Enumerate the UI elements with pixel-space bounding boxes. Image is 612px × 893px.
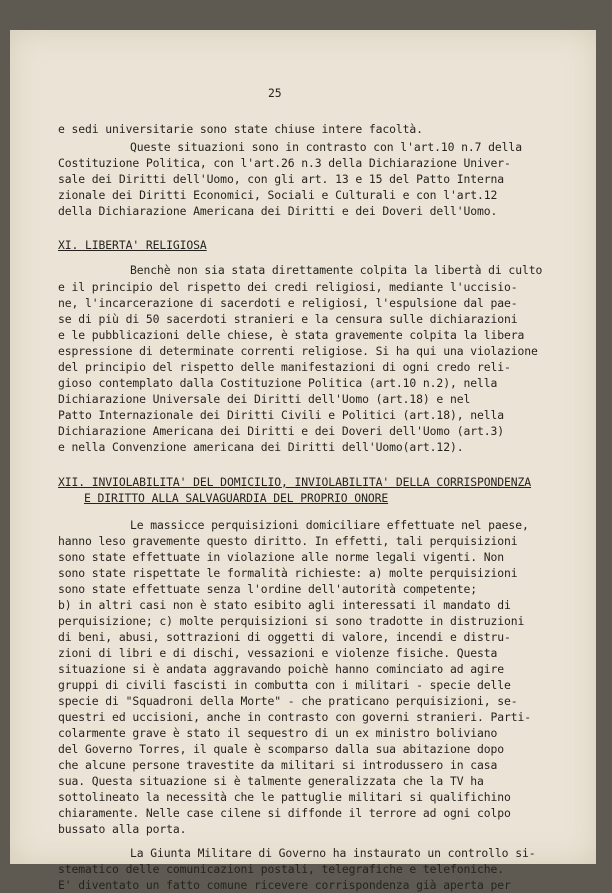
section-heading: E DIRITTO ALLA SALVAGUARDIA DEL PROPRIO ONORE [84, 491, 389, 505]
text-line: che alcune persone travestite da militari si introdussero in casa [58, 758, 498, 772]
text-line: stematico delle comunicazioni postali, telegrafiche e telefoniche. [58, 862, 505, 876]
text-line: zionale dei Diritti Economici, Sociali e Culturali e con l'art.12 [58, 188, 498, 202]
text-line: di beni, abusi, sottrazioni di oggetti di valore, incendi e distru- [58, 630, 511, 644]
text-line: questri ed uccisioni, anche in contrasto con governi stranieri. Parti- [58, 710, 532, 724]
text-line: b) in altri casi non è stato esibito agli interessati il mandato di [58, 598, 511, 612]
text-line: Dichiarazione Universale dei Diritti dell'Uomo (art.18) e nel [58, 392, 471, 406]
text-line: e le pubblicazioni delle chiese, è stata gravemente colpita la libera [58, 328, 525, 342]
text-line: perquisizione; c) molte perquisizioni si sono tradotte in distruzioni [58, 614, 525, 628]
text-line: Dichiarazione Americana dei Diritti e dei Doveri dell'Uomo (art.3) [58, 424, 505, 438]
text-line: gioso contemplato dalla Costituzione Politica (art.10 n.2), nella [58, 376, 498, 390]
text-line: della Dichiarazione Americana dei Diritti e dei Doveri dell'Uomo. [58, 204, 498, 218]
text-line: chiaramente. Nelle case cilene si diffonde il terrore ad ogni colpo [58, 806, 511, 820]
text-line: sale dei Diritti dell'Uomo, con gli art. 13 e 15 del Patto Interna [58, 172, 505, 186]
text-line: La Giunta Militare di Governo ha instaurato un controllo si- [130, 846, 536, 860]
text-line: sua. Questa situazione si è talmente generalizzata che la TV ha [58, 774, 484, 788]
text-line: zioni di libri e di dischi, vessazioni e violenze fisiche. Questa [58, 646, 498, 660]
text-line: bussato alla porta. [58, 822, 187, 836]
text-line: del Governo Torres, il quale è scomparso dalla sua abitazione dopo [58, 742, 505, 756]
text-line: Costituzione Politica, con l'art.26 n.3 della Dichiarazione Univer- [58, 156, 511, 170]
text-line: situazione si è andata aggravando poichè hanno cominciato ad agire [58, 662, 505, 676]
text-line: sono state effettuate senza l'ordine dell'autorità competente; [58, 582, 477, 596]
text-line: sono state effettuate in violazione alle norme legali vigenti. Non [58, 550, 505, 564]
text-line: se di più di 50 sacerdoti stranieri e la censura sulle dichiarazioni [58, 312, 518, 326]
text-line: Benchè non sia stata direttamente colpita la libertà di culto [130, 263, 543, 277]
text-line: e nella Convenzione americana dei Diritti dell'Uomo(art.12). [58, 440, 464, 454]
text-line: Patto Internazionale dei Diritti Civili e Politici (art.18), nella [58, 408, 505, 422]
text-line: e sedi universitarie sono state chiuse intere facoltà. [58, 122, 423, 136]
text-line: Le massicce perquisizioni domiciliare effettuate nel paese, [130, 518, 529, 532]
text-line: gruppi di civili fascisti in combutta con i militari - specie delle [58, 678, 511, 692]
text-line: sono state rispettate le formalità richieste: a) molte perquisizioni [58, 566, 518, 580]
text-line: del principio del rispetto delle manifestazioni di ogni credo reli- [58, 360, 511, 374]
page-number: 25 [268, 86, 282, 100]
section-heading: XII. INVIOLABILITA' DEL DOMICILIO, INVIOLABILITA' DELLA CORRISPONDENZA [58, 475, 532, 489]
text-line: sottolineato la necessità che le pattuglie militari si qualifichino [58, 790, 511, 804]
section-heading: XI. LIBERTA' RELIGIOSA [58, 238, 207, 252]
text-line: e il principio del rispetto dei credi religiosi, mediante l'uccisio- [58, 280, 518, 294]
text-line: ne, l'incarcerazione di sacerdoti e religiosi, l'espulsione dal pae- [58, 296, 518, 310]
text-line: Queste situazioni sono in contrasto con l'art.10 n.7 della [130, 140, 522, 154]
text-line: espressione di determinate correnti religiose. Si ha qui una violazione [58, 344, 538, 358]
document-page [10, 30, 596, 892]
text-line: colarmente grave è stato il sequestro di un ex ministro boliviano [58, 726, 498, 740]
text-line: E' diventato un fatto comune ricevere corrispondenza già aperta per [58, 878, 511, 892]
text-line: hanno leso gravemente questo diritto. In effetti, tali perquisizioni [58, 534, 518, 548]
text-line: specie di "Squadroni della Morte" - che praticano perquisizioni, se- [58, 694, 518, 708]
